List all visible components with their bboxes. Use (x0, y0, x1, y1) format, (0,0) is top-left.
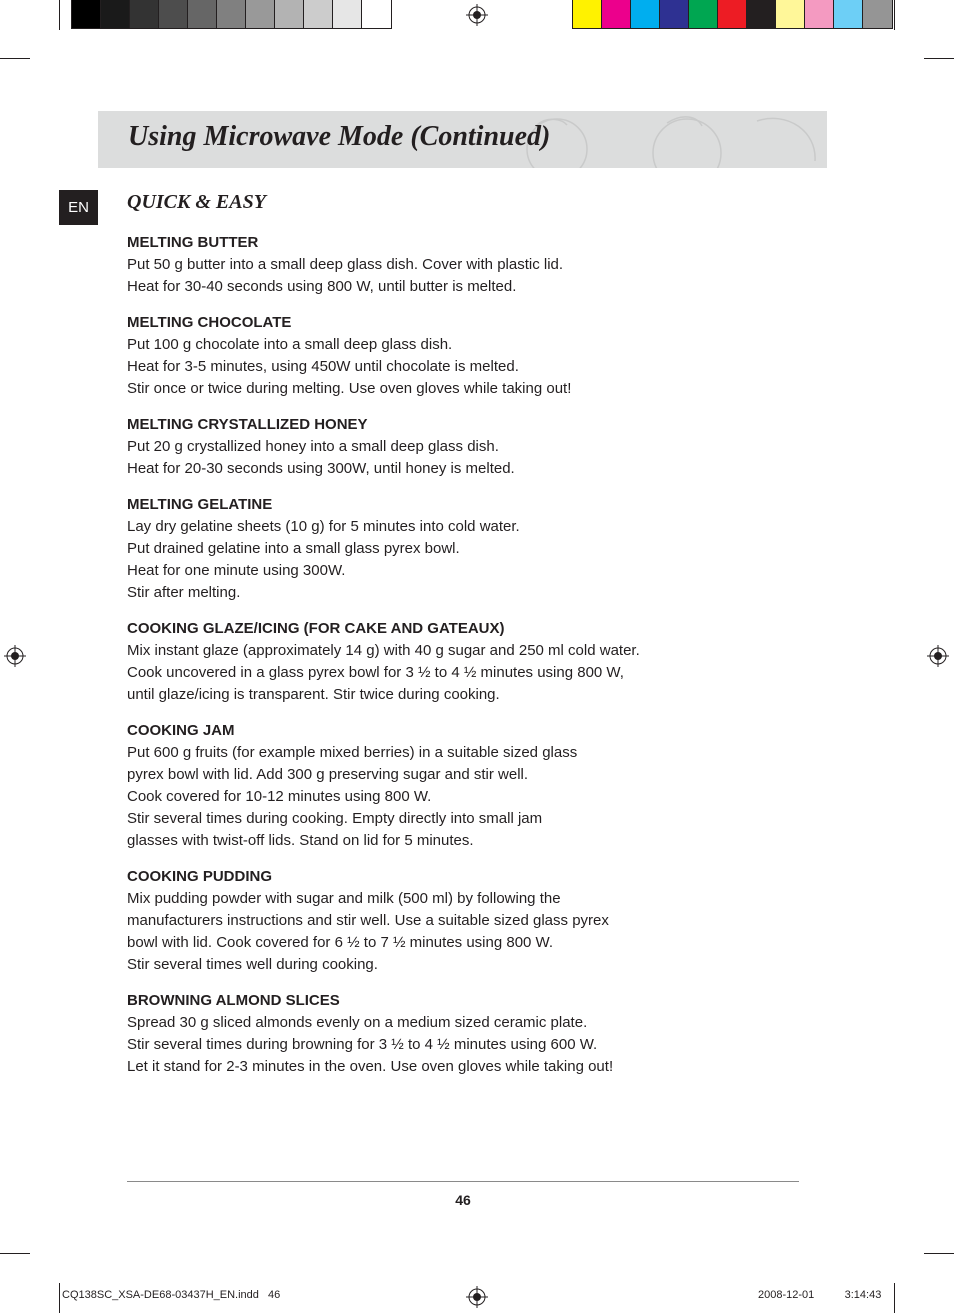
recipe-line: Mix pudding powder with sugar and milk (500 ml) by following the (127, 890, 561, 907)
crop-mark-top-left-v (59, 0, 60, 30)
recipe-heading: MELTING BUTTER (127, 234, 259, 251)
recipe-line: until glaze/icing is transparent. Stir twice during cooking. (127, 686, 500, 703)
color-swatch (863, 0, 892, 28)
recipe-heading: COOKING JAM (127, 722, 235, 739)
recipe-section (127, 618, 767, 706)
crop-mark-bottom-right-v (894, 1283, 895, 1313)
page-number: 46 (455, 1192, 471, 1208)
color-swatch (660, 0, 689, 28)
color-swatch (834, 0, 863, 28)
crop-mark-bottom-left-h (0, 1253, 30, 1254)
color-swatch (602, 0, 631, 28)
color-swatch (72, 0, 101, 28)
recipe-line: Put 20 g crystallized honey into a small deep glass dish. (127, 438, 499, 455)
color-swatch (130, 0, 159, 28)
slug-filename: CQ138SC_XSA-DE68-03437H_EN.indd 46 (62, 1289, 281, 1301)
registration-mark-icon (466, 4, 488, 26)
page-title: Using Microwave Mode (Continued) (128, 121, 551, 152)
recipe-line: Stir several times during browning for 3 ½ to 4 ½ minutes using 600 W. (127, 1036, 598, 1053)
recipe-line: Cook uncovered in a glass pyrex bowl for 3 ½ to 4 ½ minutes using 800 W, (127, 664, 624, 681)
color-swatch (101, 0, 130, 28)
recipe-line: Let it stand for 2-3 minutes in the oven. Use oven gloves while taking out! (127, 1058, 614, 1075)
color-swatch (776, 0, 805, 28)
recipe-line: Heat for 30-40 seconds using 800 W, until butter is melted. (127, 278, 517, 295)
grayscale-color-bar (71, 0, 392, 29)
recipe-line: Stir several times during cooking. Empty directly into small jam (127, 810, 543, 827)
recipe-line: Put 50 g butter into a small deep glass dish. Cover with plastic lid. (127, 256, 564, 273)
recipe-line: Put 100 g chocolate into a small deep glass dish. (127, 336, 453, 353)
crop-mark-top-left-h (0, 58, 30, 59)
section-title: QUICK & EASY (127, 191, 266, 213)
recipe-heading: COOKING PUDDING (127, 868, 273, 885)
recipe-line: Mix instant glaze (approximately 14 g) with 40 g sugar and 250 ml cold water. (127, 642, 640, 659)
color-swatch (246, 0, 275, 28)
recipe-line: Heat for 3-5 minutes, using 450W until chocolate is melted. (127, 358, 519, 375)
recipe-line: Put 600 g fruits (for example mixed berries) in a suitable sized glass (127, 744, 578, 761)
recipe-line: Heat for 20-30 seconds using 300W, until honey is melted. (127, 460, 515, 477)
recipe-section (127, 720, 767, 852)
language-tab: EN (59, 190, 98, 225)
recipe-heading: MELTING GELATINE (127, 496, 273, 513)
color-swatch (573, 0, 602, 28)
process-color-bar (572, 0, 893, 29)
recipe-line: Stir once or twice during melting. Use oven gloves while taking out! (127, 380, 572, 397)
recipe-line: Stir after melting. (127, 584, 241, 601)
recipe-line: Put drained gelatine into a small glass pyrex bowl. (127, 540, 460, 557)
recipe-line: Spread 30 g sliced almonds evenly on a medium sized ceramic plate. (127, 1014, 588, 1031)
recipe-line: glasses with twist-off lids. Stand on lid for 5 minutes. (127, 832, 474, 849)
recipe-line: pyrex bowl with lid. Add 300 g preserving sugar and stir well. (127, 766, 529, 783)
recipe-line: Lay dry gelatine sheets (10 g) for 5 minutes into cold water. (127, 518, 520, 535)
recipe-line: manufacturers instructions and stir well. Use a suitable sized glass pyrex (127, 912, 609, 929)
crop-mark-top-right-v (894, 0, 895, 30)
recipe-list (127, 232, 767, 1092)
color-swatch (362, 0, 391, 28)
slug-time: 3:14:43 (844, 1289, 882, 1301)
color-swatch (159, 0, 188, 28)
registration-mark-icon (4, 645, 26, 667)
recipe-heading: BROWNING ALMOND SLICES (127, 992, 340, 1009)
recipe-section (127, 494, 767, 604)
crop-mark-bottom-left-v (59, 1283, 60, 1313)
registration-mark-icon (927, 645, 949, 667)
color-swatch (188, 0, 217, 28)
recipe-section (127, 990, 767, 1078)
color-swatch (275, 0, 304, 28)
color-swatch (805, 0, 834, 28)
recipe-section (127, 232, 767, 298)
recipe-line: Cook covered for 10-12 minutes using 800 W. (127, 788, 432, 805)
registration-mark-icon (466, 1286, 488, 1308)
recipe-line: Heat for one minute using 300W. (127, 562, 346, 579)
recipe-section (127, 866, 767, 976)
crop-mark-top-right-h (924, 58, 954, 59)
color-swatch (217, 0, 246, 28)
recipe-heading: MELTING CRYSTALLIZED HONEY (127, 416, 368, 433)
slug-timestamp (758, 1289, 881, 1301)
recipe-heading: COOKING GLAZE/ICING (FOR CAKE AND GATEAUX) (127, 620, 505, 637)
slug-date: 2008-12-01 (758, 1289, 815, 1301)
color-swatch (747, 0, 776, 28)
recipe-heading: MELTING CHOCOLATE (127, 314, 292, 331)
color-swatch (718, 0, 747, 28)
crop-mark-bottom-right-h (924, 1253, 954, 1254)
color-swatch (631, 0, 660, 28)
recipe-line: Stir several times well during cooking. (127, 956, 378, 973)
footer-divider (127, 1181, 799, 1182)
color-swatch (333, 0, 362, 28)
title-banner (98, 111, 827, 168)
recipe-section (127, 414, 767, 480)
recipe-line: bowl with lid. Cook covered for 6 ½ to 7 ½ minutes using 800 W. (127, 934, 554, 951)
recipe-section (127, 312, 767, 400)
color-swatch (304, 0, 333, 28)
color-swatch (689, 0, 718, 28)
